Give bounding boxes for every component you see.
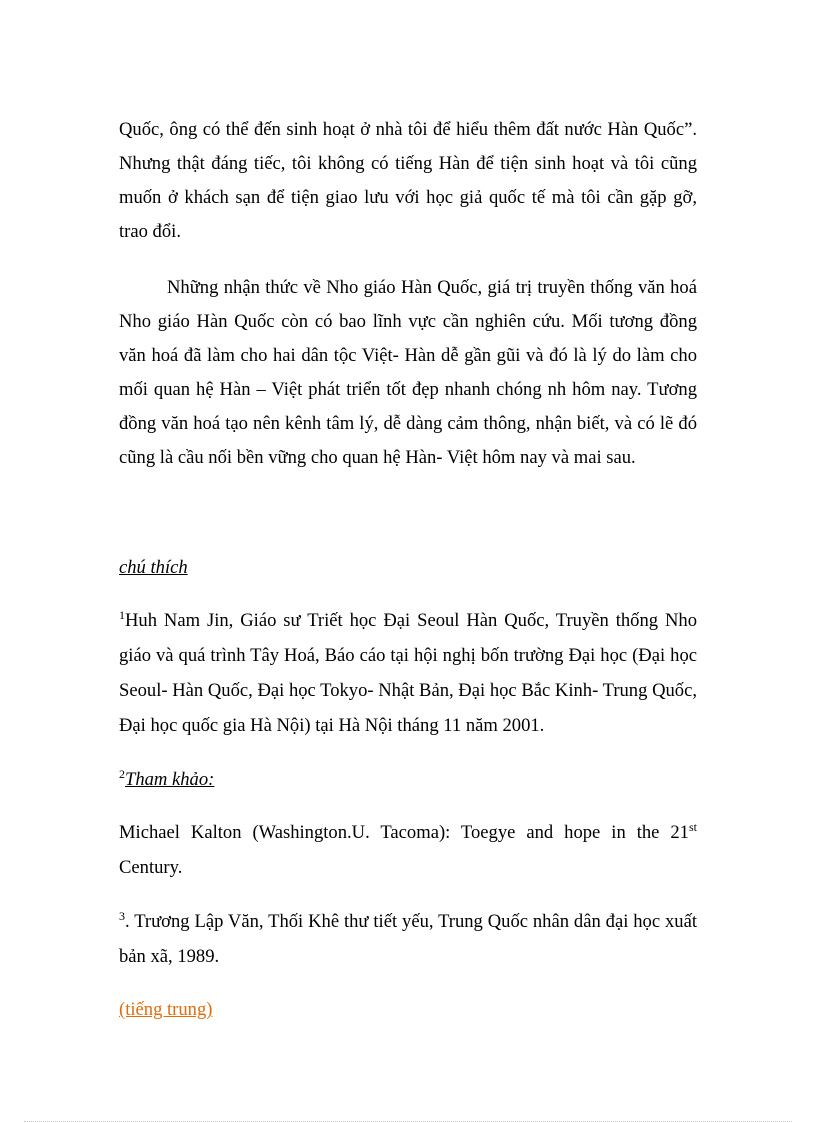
footnote-3 — [119, 904, 697, 974]
page-bottom-divider — [24, 1121, 792, 1122]
body-paragraph-1: Quốc, ông có thể đến sinh hoạt ở nhà tôi để hiểu thêm đất nước Hàn Quốc”. Nhưng thật đáng tiếc, tôi không có tiếng Hàn để tiện sinh hoạt và tôi cũng muốn ở khách sạn để tiện giao lưu với học giả quốc tế mà tôi cần gặp gỡ, trao đổi. — [119, 119, 697, 242]
footnote-1-text: Huh Nam Jin, Giáo sư Triết học Đại Seoul Hàn Quốc, Truyền thống Nho giáo và quá trình Tây Hoá, Báo cáo tại hội nghị bốn trường Đại học (Đại học Seoul- Hàn Quốc, Đại học Tokyo- Nhật Bản, Đại học Bắc Kinh- Trung Quốc, Đại học quốc gia Hà Nội) tại Hà Nội tháng 11 năm 2001. — [119, 610, 697, 736]
footnote-2-reference — [119, 815, 697, 885]
footnote-3-text: . Trương Lập Văn, Thối Khê thư tiết yếu, Trung Quốc nhân dân đại học xuất bản xã, 1989. — [119, 910, 697, 967]
body-paragraph-2: Những nhận thức về Nho giáo Hàn Quốc, giá trị truyền thống văn hoá Nho giáo Hàn Quốc còn có bao lĩnh vực cần nghiên cứu. Mối tương đồng văn hoá đã làm cho hai dân tộc Việt- Hàn dễ gần gũi và đó là lý do làm cho mối quan hệ Hàn – Việt phát triển tốt đẹp nhanh chóng nh hôm nay. Tương đồng văn hoá tạo nên kênh tâm lý, dễ dàng cảm thông, nhận biết, và có lẽ đó cũng là cầu nối bền vững cho quan hệ Hàn- Việt hôm nay và mai sau. — [119, 277, 697, 468]
footnote-3-marker: 3 — [119, 908, 125, 923]
footnote-link-row — [119, 992, 697, 1027]
footnote-2-text-a: Michael Kalton (Washington.U. Tacoma): Toegye and hope in the 21 — [119, 822, 689, 844]
document-page — [119, 113, 697, 1046]
footnote-2-marker: 2 — [119, 766, 125, 781]
notes-heading: chú thích — [119, 557, 188, 578]
footnote-2-superscript: st — [688, 820, 697, 835]
chinese-source-link[interactable]: (tiếng trung) — [119, 999, 213, 1021]
footnote-2-label-text: Tham khảo: — [125, 768, 215, 790]
footnote-2-text-b: Century. — [119, 857, 183, 879]
footnote-1 — [119, 603, 697, 743]
footnote-2-label — [119, 762, 697, 797]
footnote-1-marker: 1 — [119, 608, 125, 622]
